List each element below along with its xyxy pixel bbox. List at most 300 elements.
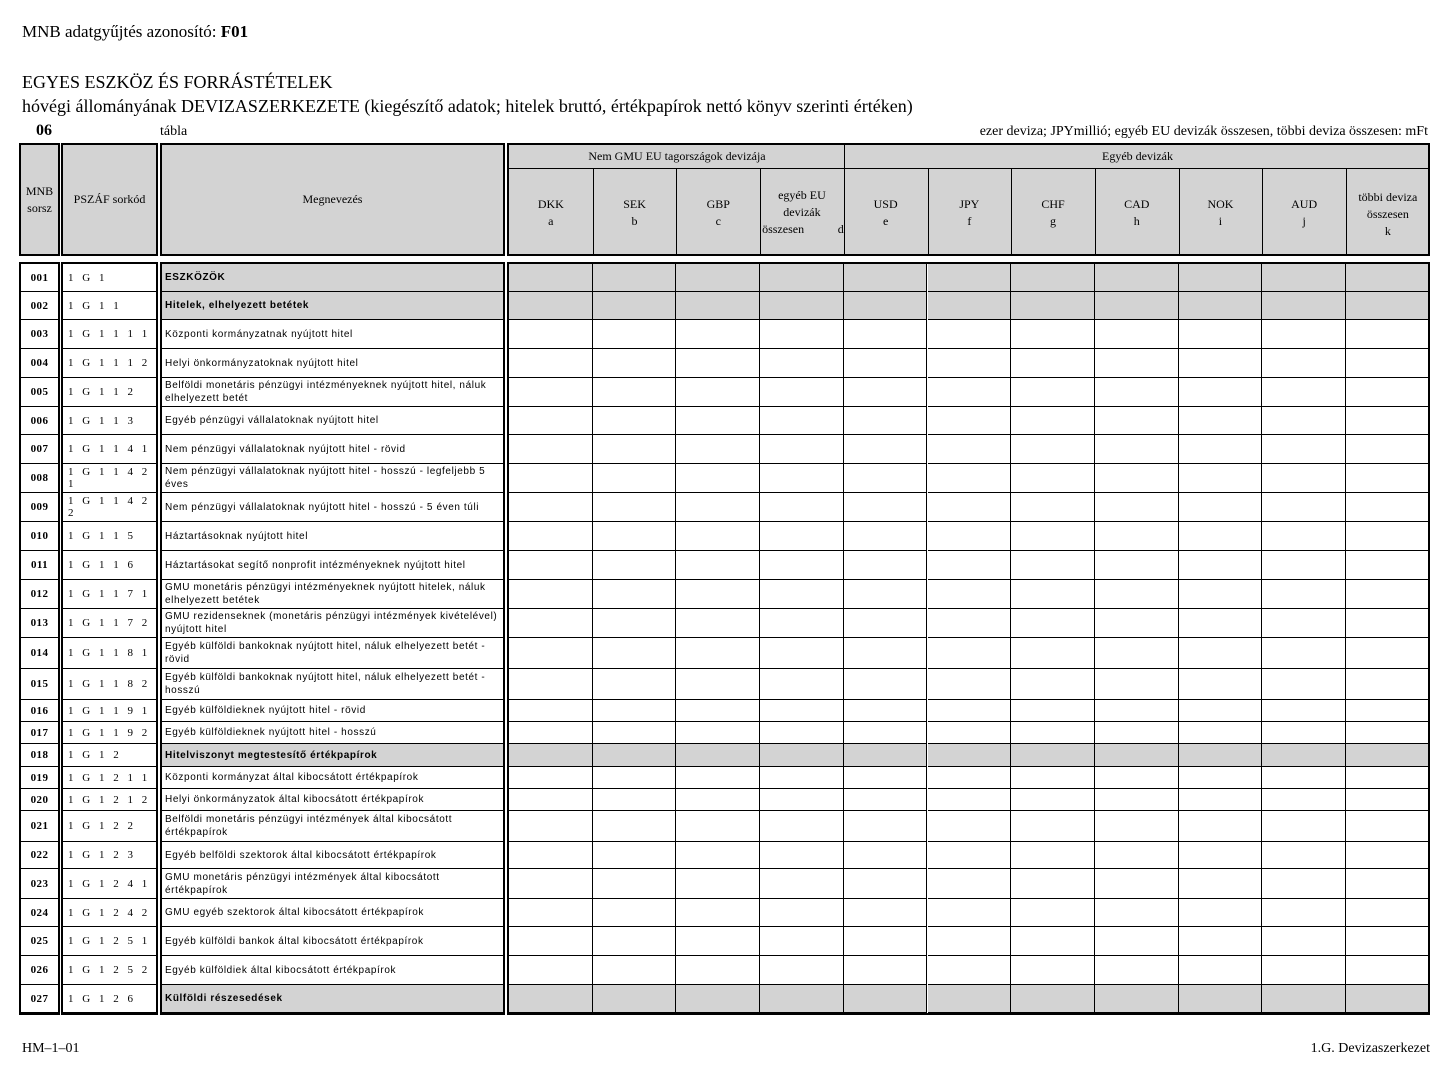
value-cell-d[interactable]: [760, 435, 844, 464]
value-cell-b[interactable]: [593, 638, 677, 669]
value-cell-i[interactable]: [1179, 811, 1263, 842]
value-cell-k[interactable]: [1346, 927, 1428, 956]
value-cell-d[interactable]: [760, 580, 844, 609]
value-cell-d[interactable]: [760, 349, 844, 378]
value-cell-c[interactable]: [676, 722, 760, 744]
value-cell-a[interactable]: [509, 811, 593, 842]
value-cell-b[interactable]: [593, 551, 677, 580]
value-cell-k[interactable]: [1346, 551, 1428, 580]
value-cell-e[interactable]: [844, 407, 928, 435]
value-cell-c[interactable]: [676, 767, 760, 789]
value-cell-j[interactable]: [1262, 320, 1346, 349]
value-cell-g[interactable]: [1011, 789, 1095, 811]
value-cell-j[interactable]: [1262, 767, 1346, 789]
value-cell-i[interactable]: [1179, 869, 1263, 899]
value-cell-h[interactable]: [1095, 378, 1179, 407]
value-cell-g[interactable]: [1011, 522, 1095, 551]
value-cell-h[interactable]: [1095, 767, 1179, 789]
value-cell-i[interactable]: [1179, 292, 1263, 320]
value-cell-c[interactable]: [676, 899, 760, 927]
value-cell-c[interactable]: [676, 811, 760, 842]
value-cell-h[interactable]: [1095, 669, 1179, 700]
value-cell-b[interactable]: [593, 722, 677, 744]
value-cell-g[interactable]: [1011, 378, 1095, 407]
value-cell-j[interactable]: [1262, 349, 1346, 378]
value-cell-g[interactable]: [1011, 464, 1095, 493]
value-cell-c[interactable]: [676, 522, 760, 551]
value-cell-d[interactable]: [760, 407, 844, 435]
value-cell-g[interactable]: [1011, 638, 1095, 669]
value-cell-f[interactable]: [928, 320, 1012, 349]
value-cell-g[interactable]: [1011, 435, 1095, 464]
value-cell-k[interactable]: [1346, 493, 1428, 522]
value-cell-j[interactable]: [1262, 580, 1346, 609]
value-cell-k[interactable]: [1346, 811, 1428, 842]
value-cell-e[interactable]: [844, 378, 928, 407]
value-cell-j[interactable]: [1262, 378, 1346, 407]
value-cell-a[interactable]: [509, 609, 593, 638]
value-cell-f[interactable]: [928, 789, 1012, 811]
value-cell-k[interactable]: [1346, 956, 1428, 985]
value-cell-f[interactable]: [928, 464, 1012, 493]
value-cell-k[interactable]: [1346, 522, 1428, 551]
value-cell-i[interactable]: [1179, 956, 1263, 985]
value-cell-h[interactable]: [1095, 292, 1179, 320]
value-cell-i[interactable]: [1179, 985, 1263, 1013]
value-cell-i[interactable]: [1179, 744, 1263, 767]
value-cell-a[interactable]: [509, 292, 593, 320]
value-cell-e[interactable]: [844, 320, 928, 349]
value-cell-a[interactable]: [509, 493, 593, 522]
value-cell-c[interactable]: [676, 842, 760, 869]
value-cell-j[interactable]: [1262, 264, 1346, 292]
value-cell-c[interactable]: [676, 638, 760, 669]
value-cell-i[interactable]: [1179, 349, 1263, 378]
value-cell-e[interactable]: [844, 522, 928, 551]
value-cell-f[interactable]: [928, 899, 1012, 927]
value-cell-f[interactable]: [928, 956, 1012, 985]
value-cell-d[interactable]: [760, 264, 844, 292]
value-cell-e[interactable]: [844, 493, 928, 522]
value-cell-a[interactable]: [509, 927, 593, 956]
value-cell-a[interactable]: [509, 264, 593, 292]
value-cell-a[interactable]: [509, 320, 593, 349]
value-cell-i[interactable]: [1179, 378, 1263, 407]
value-cell-d[interactable]: [760, 985, 844, 1013]
value-cell-g[interactable]: [1011, 811, 1095, 842]
value-cell-c[interactable]: [676, 493, 760, 522]
value-cell-b[interactable]: [593, 464, 677, 493]
value-cell-k[interactable]: [1346, 700, 1428, 722]
value-cell-h[interactable]: [1095, 551, 1179, 580]
value-cell-d[interactable]: [760, 493, 844, 522]
value-cell-e[interactable]: [844, 789, 928, 811]
value-cell-b[interactable]: [593, 407, 677, 435]
value-cell-f[interactable]: [928, 609, 1012, 638]
value-cell-a[interactable]: [509, 767, 593, 789]
value-cell-g[interactable]: [1011, 320, 1095, 349]
value-cell-c[interactable]: [676, 435, 760, 464]
value-cell-a[interactable]: [509, 349, 593, 378]
value-cell-e[interactable]: [844, 580, 928, 609]
value-cell-g[interactable]: [1011, 700, 1095, 722]
value-cell-k[interactable]: [1346, 985, 1428, 1013]
value-cell-e[interactable]: [844, 669, 928, 700]
value-cell-e[interactable]: [844, 638, 928, 669]
value-cell-g[interactable]: [1011, 869, 1095, 899]
value-cell-h[interactable]: [1095, 580, 1179, 609]
value-cell-k[interactable]: [1346, 669, 1428, 700]
value-cell-g[interactable]: [1011, 407, 1095, 435]
value-cell-c[interactable]: [676, 700, 760, 722]
value-cell-k[interactable]: [1346, 464, 1428, 493]
value-cell-h[interactable]: [1095, 435, 1179, 464]
value-cell-f[interactable]: [928, 378, 1012, 407]
value-cell-i[interactable]: [1179, 722, 1263, 744]
value-cell-h[interactable]: [1095, 638, 1179, 669]
value-cell-k[interactable]: [1346, 869, 1428, 899]
value-cell-c[interactable]: [676, 349, 760, 378]
value-cell-c[interactable]: [676, 669, 760, 700]
value-cell-g[interactable]: [1011, 551, 1095, 580]
value-cell-h[interactable]: [1095, 609, 1179, 638]
value-cell-k[interactable]: [1346, 435, 1428, 464]
value-cell-g[interactable]: [1011, 842, 1095, 869]
value-cell-f[interactable]: [928, 349, 1012, 378]
value-cell-i[interactable]: [1179, 580, 1263, 609]
value-cell-c[interactable]: [676, 744, 760, 767]
value-cell-a[interactable]: [509, 985, 593, 1013]
value-cell-c[interactable]: [676, 985, 760, 1013]
value-cell-j[interactable]: [1262, 435, 1346, 464]
table-word: tábla: [160, 124, 188, 139]
value-cell-k[interactable]: [1346, 609, 1428, 638]
value-cell-k[interactable]: [1346, 638, 1428, 669]
value-cell-e[interactable]: [844, 927, 928, 956]
value-cell-d[interactable]: [760, 638, 844, 669]
value-cell-a[interactable]: [509, 464, 593, 493]
value-cell-k[interactable]: [1346, 722, 1428, 744]
value-cell-b[interactable]: [593, 842, 677, 869]
value-cell-k[interactable]: [1346, 789, 1428, 811]
value-cell-e[interactable]: [844, 869, 928, 899]
value-cell-j[interactable]: [1262, 493, 1346, 522]
value-cell-h[interactable]: [1095, 744, 1179, 767]
value-cell-c[interactable]: [676, 927, 760, 956]
value-cell-a[interactable]: [509, 722, 593, 744]
value-cell-a[interactable]: [509, 869, 593, 899]
value-cell-h[interactable]: [1095, 464, 1179, 493]
value-cell-f[interactable]: [928, 435, 1012, 464]
value-cell-f[interactable]: [928, 722, 1012, 744]
value-cell-j[interactable]: [1262, 464, 1346, 493]
value-cell-j[interactable]: [1262, 638, 1346, 669]
value-cell-k[interactable]: [1346, 580, 1428, 609]
value-cell-b[interactable]: [593, 767, 677, 789]
value-cell-d[interactable]: [760, 869, 844, 899]
value-cell-e[interactable]: [844, 985, 928, 1013]
value-cell-e[interactable]: [844, 744, 928, 767]
value-cell-f[interactable]: [928, 669, 1012, 700]
value-cell-j[interactable]: [1262, 927, 1346, 956]
value-cell-b[interactable]: [593, 493, 677, 522]
value-cell-f[interactable]: [928, 811, 1012, 842]
value-cell-b[interactable]: [593, 349, 677, 378]
value-cell-d[interactable]: [760, 320, 844, 349]
value-cell-a[interactable]: [509, 638, 593, 669]
value-cell-d[interactable]: [760, 789, 844, 811]
value-cell-b[interactable]: [593, 811, 677, 842]
value-cell-h[interactable]: [1095, 722, 1179, 744]
value-cell-f[interactable]: [928, 551, 1012, 580]
value-cell-b[interactable]: [593, 927, 677, 956]
value-cell-h[interactable]: [1095, 349, 1179, 378]
value-cell-f[interactable]: [928, 700, 1012, 722]
value-cell-a[interactable]: [509, 580, 593, 609]
value-cell-g[interactable]: [1011, 927, 1095, 956]
value-cell-d[interactable]: [760, 927, 844, 956]
value-cell-e[interactable]: [844, 767, 928, 789]
value-cell-h[interactable]: [1095, 842, 1179, 869]
value-cell-d[interactable]: [760, 811, 844, 842]
value-cell-j[interactable]: [1262, 899, 1346, 927]
value-cell-b[interactable]: [593, 435, 677, 464]
value-cell-h[interactable]: [1095, 927, 1179, 956]
value-cell-d[interactable]: [760, 292, 844, 320]
value-cell-j[interactable]: [1262, 609, 1346, 638]
value-cell-g[interactable]: [1011, 722, 1095, 744]
value-cell-d[interactable]: [760, 722, 844, 744]
value-cell-a[interactable]: [509, 842, 593, 869]
value-cell-e[interactable]: [844, 811, 928, 842]
value-cell-a[interactable]: [509, 700, 593, 722]
value-cell-b[interactable]: [593, 985, 677, 1013]
value-cell-k[interactable]: [1346, 292, 1428, 320]
value-cell-g[interactable]: [1011, 985, 1095, 1013]
value-cell-k[interactable]: [1346, 767, 1428, 789]
value-cell-f[interactable]: [928, 407, 1012, 435]
value-cell-e[interactable]: [844, 349, 928, 378]
value-cell-b[interactable]: [593, 869, 677, 899]
value-cell-j[interactable]: [1262, 522, 1346, 551]
value-cell-c[interactable]: [676, 264, 760, 292]
value-cell-b[interactable]: [593, 580, 677, 609]
value-cell-j[interactable]: [1262, 407, 1346, 435]
value-cell-g[interactable]: [1011, 264, 1095, 292]
value-cell-i[interactable]: [1179, 464, 1263, 493]
value-cell-f[interactable]: [928, 744, 1012, 767]
value-cell-h[interactable]: [1095, 320, 1179, 349]
value-cell-b[interactable]: [593, 522, 677, 551]
value-cell-j[interactable]: [1262, 700, 1346, 722]
value-cell-d[interactable]: [760, 609, 844, 638]
value-cell-i[interactable]: [1179, 407, 1263, 435]
value-cell-c[interactable]: [676, 378, 760, 407]
header-currency-letter: k: [1384, 224, 1391, 238]
value-cell-g[interactable]: [1011, 956, 1095, 985]
value-cell-f[interactable]: [928, 292, 1012, 320]
value-cell-b[interactable]: [593, 264, 677, 292]
value-cell-i[interactable]: [1179, 320, 1263, 349]
value-cell-i[interactable]: [1179, 927, 1263, 956]
value-cell-j[interactable]: [1262, 985, 1346, 1013]
value-cell-g[interactable]: [1011, 744, 1095, 767]
value-cell-j[interactable]: [1262, 744, 1346, 767]
value-cell-a[interactable]: [509, 789, 593, 811]
value-cell-b[interactable]: [593, 956, 677, 985]
value-cell-c[interactable]: [676, 407, 760, 435]
value-cell-g[interactable]: [1011, 493, 1095, 522]
value-cell-d[interactable]: [760, 551, 844, 580]
value-cell-g[interactable]: [1011, 899, 1095, 927]
value-cell-e[interactable]: [844, 435, 928, 464]
value-cell-k[interactable]: [1346, 899, 1428, 927]
value-cell-g[interactable]: [1011, 580, 1095, 609]
value-cell-a[interactable]: [509, 435, 593, 464]
value-cell-i[interactable]: [1179, 551, 1263, 580]
value-cell-e[interactable]: [844, 292, 928, 320]
value-cell-h[interactable]: [1095, 407, 1179, 435]
value-cell-e[interactable]: [844, 956, 928, 985]
row-number: 022: [21, 842, 58, 869]
value-cell-j[interactable]: [1262, 551, 1346, 580]
value-cell-i[interactable]: [1179, 435, 1263, 464]
value-cell-j[interactable]: [1262, 789, 1346, 811]
value-cell-d[interactable]: [760, 842, 844, 869]
value-cell-c[interactable]: [676, 292, 760, 320]
value-cell-c[interactable]: [676, 956, 760, 985]
value-cell-a[interactable]: [509, 407, 593, 435]
value-cell-d[interactable]: [760, 464, 844, 493]
value-cell-e[interactable]: [844, 464, 928, 493]
value-cell-b[interactable]: [593, 789, 677, 811]
value-cell-k[interactable]: [1346, 842, 1428, 869]
value-cell-h[interactable]: [1095, 956, 1179, 985]
value-cell-j[interactable]: [1262, 869, 1346, 899]
value-cell-a[interactable]: [509, 956, 593, 985]
value-cell-h[interactable]: [1095, 264, 1179, 292]
value-cell-j[interactable]: [1262, 292, 1346, 320]
value-cell-d[interactable]: [760, 744, 844, 767]
value-cell-f[interactable]: [928, 522, 1012, 551]
value-cell-d[interactable]: [760, 767, 844, 789]
value-cell-d[interactable]: [760, 700, 844, 722]
value-cell-j[interactable]: [1262, 842, 1346, 869]
value-cell-e[interactable]: [844, 264, 928, 292]
value-cell-f[interactable]: [928, 264, 1012, 292]
value-cell-g[interactable]: [1011, 292, 1095, 320]
value-cell-a[interactable]: [509, 669, 593, 700]
value-cell-g[interactable]: [1011, 767, 1095, 789]
value-cell-i[interactable]: [1179, 669, 1263, 700]
value-cell-d[interactable]: [760, 522, 844, 551]
value-cell-b[interactable]: [593, 744, 677, 767]
value-cell-b[interactable]: [593, 378, 677, 407]
value-cell-j[interactable]: [1262, 722, 1346, 744]
value-cell-g[interactable]: [1011, 609, 1095, 638]
value-cell-h[interactable]: [1095, 811, 1179, 842]
value-cell-h[interactable]: [1095, 522, 1179, 551]
value-cell-f[interactable]: [928, 927, 1012, 956]
value-cell-i[interactable]: [1179, 264, 1263, 292]
value-cell-b[interactable]: [593, 320, 677, 349]
value-cell-i[interactable]: [1179, 842, 1263, 869]
value-cell-c[interactable]: [676, 320, 760, 349]
value-cell-e[interactable]: [844, 551, 928, 580]
value-cell-c[interactable]: [676, 551, 760, 580]
value-cell-k[interactable]: [1346, 320, 1428, 349]
value-cell-a[interactable]: [509, 522, 593, 551]
value-cell-f[interactable]: [928, 493, 1012, 522]
value-cell-i[interactable]: [1179, 638, 1263, 669]
value-cell-i[interactable]: [1179, 493, 1263, 522]
value-cell-d[interactable]: [760, 899, 844, 927]
value-cell-b[interactable]: [593, 700, 677, 722]
value-cell-k[interactable]: [1346, 264, 1428, 292]
value-cell-f[interactable]: [928, 580, 1012, 609]
value-cell-k[interactable]: [1346, 378, 1428, 407]
value-cell-a[interactable]: [509, 899, 593, 927]
value-cell-j[interactable]: [1262, 669, 1346, 700]
value-cell-k[interactable]: [1346, 744, 1428, 767]
value-cell-e[interactable]: [844, 700, 928, 722]
value-cell-h[interactable]: [1095, 869, 1179, 899]
value-cell-h[interactable]: [1095, 899, 1179, 927]
value-cell-i[interactable]: [1179, 609, 1263, 638]
value-cell-h[interactable]: [1095, 493, 1179, 522]
value-cell-j[interactable]: [1262, 956, 1346, 985]
value-cell-a[interactable]: [509, 744, 593, 767]
value-cell-i[interactable]: [1179, 899, 1263, 927]
value-cell-f[interactable]: [928, 767, 1012, 789]
value-cell-b[interactable]: [593, 292, 677, 320]
value-cell-g[interactable]: [1011, 669, 1095, 700]
value-cell-d[interactable]: [760, 378, 844, 407]
value-cell-a[interactable]: [509, 551, 593, 580]
value-cell-h[interactable]: [1095, 985, 1179, 1013]
value-cell-d[interactable]: [760, 956, 844, 985]
value-cell-e[interactable]: [844, 722, 928, 744]
value-cell-d[interactable]: [760, 669, 844, 700]
value-cell-j[interactable]: [1262, 811, 1346, 842]
value-cell-k[interactable]: [1346, 349, 1428, 378]
value-cell-c[interactable]: [676, 464, 760, 493]
value-cell-i[interactable]: [1179, 767, 1263, 789]
value-cell-h[interactable]: [1095, 700, 1179, 722]
value-cell-k[interactable]: [1346, 407, 1428, 435]
value-cell-a[interactable]: [509, 378, 593, 407]
value-cell-f[interactable]: [928, 869, 1012, 899]
value-cell-h[interactable]: [1095, 789, 1179, 811]
value-cell-c[interactable]: [676, 789, 760, 811]
value-cell-c[interactable]: [676, 869, 760, 899]
value-cell-f[interactable]: [928, 842, 1012, 869]
value-cell-e[interactable]: [844, 842, 928, 869]
value-cell-b[interactable]: [593, 899, 677, 927]
value-cell-c[interactable]: [676, 580, 760, 609]
value-cell-c[interactable]: [676, 609, 760, 638]
value-cell-b[interactable]: [593, 669, 677, 700]
value-cell-e[interactable]: [844, 609, 928, 638]
value-cell-i[interactable]: [1179, 789, 1263, 811]
value-cell-b[interactable]: [593, 609, 677, 638]
value-cell-e[interactable]: [844, 899, 928, 927]
value-cell-g[interactable]: [1011, 349, 1095, 378]
value-cell-f[interactable]: [928, 985, 1012, 1013]
value-cell-i[interactable]: [1179, 700, 1263, 722]
value-cell-f[interactable]: [928, 638, 1012, 669]
value-cell-i[interactable]: [1179, 522, 1263, 551]
